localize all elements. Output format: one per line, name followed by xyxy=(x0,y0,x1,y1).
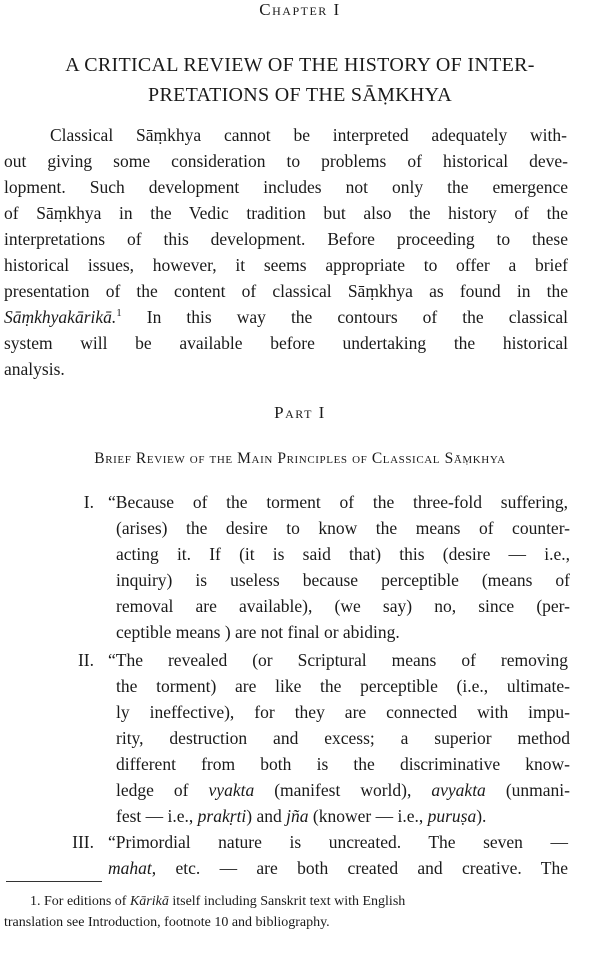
title-line: PRETATIONS OF THE SĀṂKHYA xyxy=(148,84,452,106)
part-heading: Part I xyxy=(274,403,326,422)
paragraph-line: lopment. Such development includes not only the emergence xyxy=(4,177,568,197)
chapter-title xyxy=(20,50,580,110)
paragraph-line: system will be available before undertaking the historical xyxy=(4,333,568,353)
title-line: A CRITICAL REVIEW OF THE HISTORY OF INTER- xyxy=(65,54,535,76)
item-numeral: II. xyxy=(77,650,94,670)
paragraph-line: historical issues, however, it seems appropriate to offer a brief xyxy=(4,255,568,275)
item-line: inquiry) is useless because perceptible (means of xyxy=(116,570,570,590)
section-subheading: Brief Review of the Main Principles of Classical Sāṃkhya xyxy=(94,450,506,467)
item-line: fest — i.e., prakṛti) and jña (knower — i.e., puruṣa). xyxy=(116,806,487,826)
item-line: “Because of the torment of the three-fold suffering, xyxy=(108,492,568,512)
item-line: ceptible means ) are not final or abiding. xyxy=(116,622,400,642)
footnote-line: 1. For editions of Kārikā itself including Sanskrit text with English xyxy=(30,894,406,909)
item-line: acting it. If (it is said that) this (desire — i.e., xyxy=(116,544,570,564)
paragraph-line: presentation of the content of classical Sāṃkhya as found in the xyxy=(4,281,568,301)
paragraph-line: interpretations of this development. Before proceeding to these xyxy=(4,229,568,249)
footnote-line: translation see Introduction, footnote 10 and bibliography. xyxy=(4,915,330,930)
item-line: different from both is the discriminative know- xyxy=(116,754,570,774)
item-line: ledge of vyakta (manifest world), avyakta (unmani- xyxy=(116,780,570,800)
paragraph-line: of Sāṃkhya in the Vedic tradition but also the history of the xyxy=(4,203,568,223)
paragraph-line: Classical Sāṃkhya cannot be interpreted adequately with- xyxy=(50,125,567,145)
item-line: “The revealed (or Scriptural means of removing xyxy=(108,650,568,670)
item-line: the torment) are like the perceptible (i.e., ultimate- xyxy=(116,676,570,696)
item-line: (arises) the desire to know the means of counter- xyxy=(116,518,570,538)
item-line: mahat, etc. — are both created and creative. The xyxy=(108,858,568,878)
item-numeral: III. xyxy=(72,832,94,852)
chapter-heading: Chapter I xyxy=(259,0,341,19)
paragraph-line: Sāṃkhyakārikā.$^1$ In this way the contours of the classical xyxy=(4,307,568,327)
item-numeral: I. xyxy=(83,492,94,512)
item-line: rity, destruction and excess; a superior method xyxy=(116,728,570,748)
footnote-divider xyxy=(6,881,102,882)
paragraph-line: out giving some consideration to problems of historical deve- xyxy=(4,151,568,171)
item-line: “Primordial nature is uncreated. The seven — xyxy=(108,832,568,852)
item-line: ly ineffective), for they are connected with impu- xyxy=(116,702,570,722)
paragraph-line: analysis. xyxy=(4,359,65,379)
item-line: removal are available), (we say) no, since (per- xyxy=(116,596,570,616)
